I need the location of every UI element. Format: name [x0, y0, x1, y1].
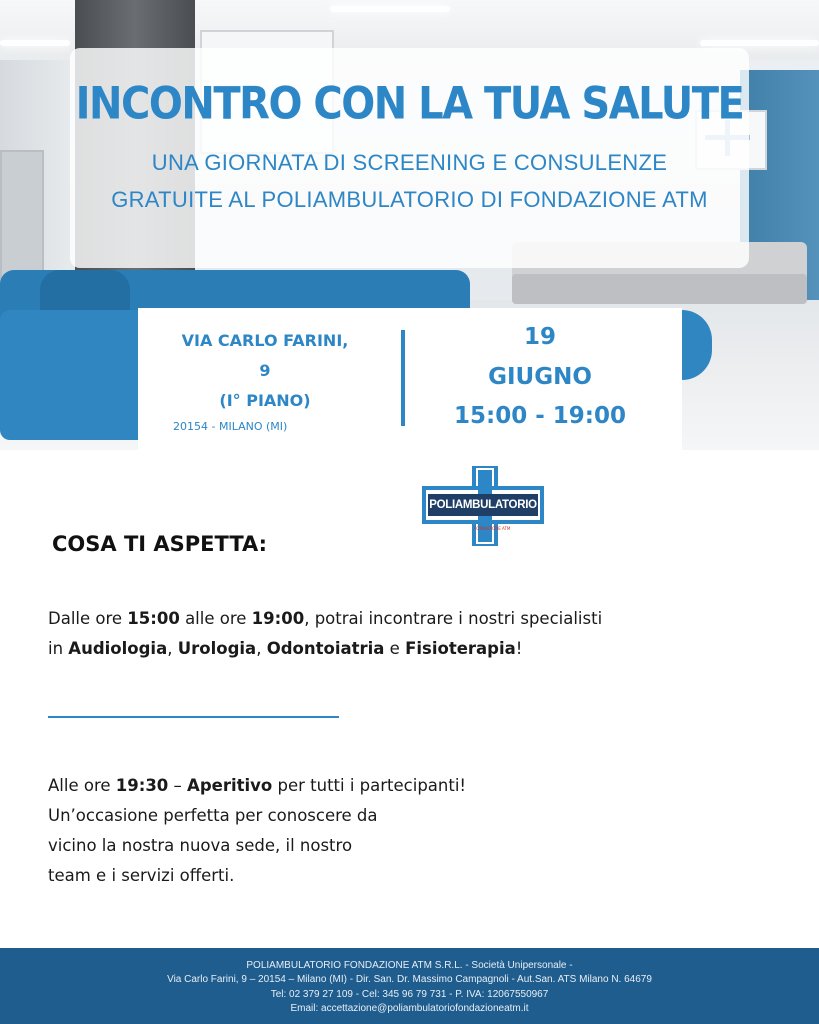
- text: , potrai incontrare i nostri specialisti: [304, 609, 603, 628]
- text: Dalle ore: [48, 609, 128, 628]
- text: ,: [256, 639, 267, 658]
- end-time: 19:00: [251, 609, 305, 628]
- specialty-odontoiatria: Odontoiatria: [266, 639, 385, 658]
- poliambulatorio-logo: [420, 466, 546, 546]
- text: vicino la nostra nuova sede, il nostro: [48, 836, 353, 855]
- address-city: 20154 - MILANO (MI): [173, 420, 288, 433]
- ceiling-light: [700, 40, 819, 46]
- text: Alle ore: [48, 776, 116, 795]
- vertical-divider: [401, 330, 405, 426]
- start-time: 15:00: [127, 609, 180, 628]
- ceiling-light: [0, 40, 70, 46]
- specialty-fisioterapia: Fisioterapia: [405, 639, 516, 658]
- subtitle-line-2: GRATUITE AL POLIAMBULATORIO DI FONDAZIONE ATM: [111, 187, 708, 212]
- event-day: 19: [523, 324, 556, 350]
- subtitle-line-1: UNA GIORNATA DI SCREENING E CONSULENZE: [151, 150, 668, 175]
- address-line-2: 9: [259, 361, 271, 380]
- footer-phone: Tel: 02 379 27 109 - Cel: 345 96 79 731 - P. IVA: 12067550967: [270, 989, 549, 1000]
- specialty-urologia: Urologia: [177, 639, 257, 658]
- sofa-grey-seat: [512, 274, 807, 304]
- footer-company: POLIAMBULATORIO FONDAZIONE ATM S.R.L. - Società Unipersonale -: [246, 960, 573, 971]
- aperitivo-time: 19:30: [115, 776, 169, 795]
- text: Un’occasione perfetta per conoscere da: [48, 806, 378, 825]
- logo-text: POLIAMBULATORIO: [429, 499, 537, 511]
- sofa-blue-seat: [0, 310, 160, 440]
- footer-email[interactable]: Email: accettazione@poliambulatoriofondazioneatm.it: [290, 1003, 529, 1014]
- text: –: [168, 776, 188, 795]
- page-title: INCONTRO CON LA TUA SALUTE: [75, 78, 744, 130]
- aperitivo-paragraph: [48, 771, 568, 891]
- section-heading: COSA TI ASPETTA:: [52, 532, 268, 556]
- specialty-audiologia: Audiologia: [68, 639, 168, 658]
- text: per tutti i partecipanti!: [272, 776, 467, 795]
- text: ,: [167, 639, 178, 658]
- text: team e i servizi offerti.: [48, 866, 235, 885]
- text: e: [384, 639, 406, 658]
- description-paragraph: [48, 604, 708, 664]
- ceiling-light: [330, 6, 450, 12]
- horizontal-divider: [48, 716, 339, 718]
- text: in: [48, 639, 69, 658]
- logo-sub: FONDAZIONE ATM: [474, 526, 511, 531]
- footer-address: Via Carlo Farini, 9 – 20154 – Milano (MI) - Dir. San. Dr. Massimo Campagnoli - Aut.San. ATS Milano N. 64679: [167, 974, 652, 985]
- event-month: GIUGNO: [488, 364, 592, 390]
- address-line-1: VIA CARLO FARINI,: [181, 331, 349, 350]
- event-time: 15:00 - 19:00: [454, 403, 626, 429]
- text: alle ore: [179, 609, 252, 628]
- address-floor: (I° PIANO): [219, 391, 311, 410]
- text: !: [515, 639, 523, 658]
- aperitivo-label: Aperitivo: [187, 776, 273, 795]
